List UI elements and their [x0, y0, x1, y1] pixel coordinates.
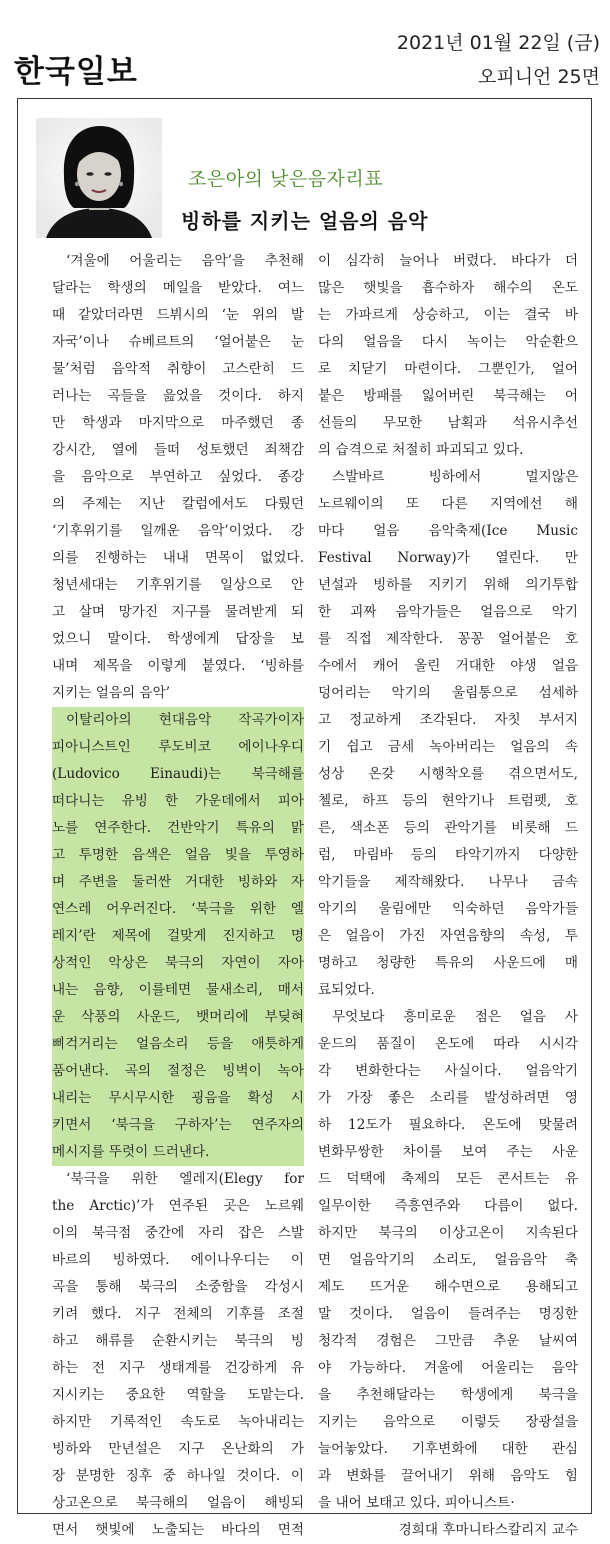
body-text-line: 고 정교하게 조각된다. 자칫 부서지	[318, 712, 578, 728]
body-text-line: 키려 했다. 지구 전체의 기후를 조절	[52, 1306, 304, 1322]
headline: 빙하를 지키는 얼음의 음악	[181, 209, 429, 233]
body-text-line: 장 분명한 징후 중 하나일 것이다. 이	[52, 1468, 304, 1484]
body-text-line: (Ludovico Einaudi)는 북극해를	[52, 761, 304, 788]
body-text-line: 의 주제는 지난 칼럼에서도 다뤘던	[52, 496, 304, 512]
newspaper-logo: 한국일보	[14, 54, 138, 90]
body-text-line: 른, 색소폰 등의 관악기를 비롯해 드	[318, 820, 578, 836]
body-text-line: 고 투명한 음색은 얼음 빛을 투영하	[52, 842, 304, 869]
body-text-line: 각 변화한다는 사실이다. 얼음악기	[318, 1063, 578, 1079]
body-text-line: 많은 햇빛을 흡수하자 해수의 온도	[318, 280, 578, 296]
body-text-line: 수에서 캐어 올린 거대한 야생 얼음	[318, 658, 578, 674]
body-text-line: ‘기후위기를 일깨운 음악’이었다. 강	[52, 523, 304, 539]
body-text-line: 자국’이나 슈베르트의 ‘얼어붙은 눈	[52, 334, 304, 350]
body-text-line: 메시지를 뚜렷이 드러낸다.	[52, 1139, 304, 1166]
body-text-line: 스발바르 빙하에서 멀지않은	[332, 469, 578, 485]
body-text-line: 지키는 얼음의 음악’	[52, 685, 171, 701]
body-text-line: 제도 뜨거운 해수면으로 용해되고	[318, 1279, 578, 1295]
body-text-line: 의 습격으로 처절히 파괴되고 있다.	[318, 442, 524, 458]
body-text-line: 로 치닫기 마련이다. 그뿐인가, 얼어	[318, 361, 578, 377]
body-text-line: 달라는 학생의 메일을 받았다. 여느	[52, 280, 304, 296]
body-text-line: 운 삭풍의 사운드, 뱃머리에 부딪혀	[52, 1004, 304, 1031]
body-text-line: 변화무쌍한 차이를 보여 주는 사운	[318, 1144, 578, 1160]
body-text-line: 었으니 말이다. 학생에게 답장을 보	[52, 631, 304, 647]
body-text-line: 상적인 악상은 북극의 자연이 자아	[52, 950, 304, 977]
issue-date: 2021년 01월 22일 (금)	[396, 32, 600, 54]
body-text-line: 하지만 북극의 이상고온이 지속된다	[318, 1225, 578, 1241]
body-text-line: ‘겨울에 어울리는 음악’을 추천해	[66, 253, 304, 269]
body-text-line: 면 얼음악기의 소리도, 얼음음악 축	[318, 1252, 578, 1268]
body-text-line: 이 심각히 늘어나 버렸다. 바다가 더	[318, 253, 578, 269]
body-text-line: 일무이한 즉흥연주와 다름이 없다.	[318, 1198, 578, 1214]
body-text-line: 을 내어 보태고 있다. 피아니스트·	[318, 1495, 515, 1511]
body-text-line: 운드의 품질이 온도에 따라 시시각	[318, 1036, 578, 1052]
body-text-line: 바르의 빙하였다. 에이나우디는 이	[52, 1252, 304, 1268]
body-text-line: 을 음악으로 부연하고 싶었다. 종강	[52, 469, 304, 485]
body-text-line: 야 가능하다. 겨울에 어울리는 음악	[318, 1360, 578, 1376]
body-text-line: 곡을 통해 북극의 소중함을 각성시	[52, 1279, 304, 1295]
body-text-line: 때 같았더라면 드뷔시의 ‘눈 위의 발	[52, 307, 304, 323]
body-column-right	[318, 248, 578, 1544]
body-text-line: 키면서 ‘북극을 구하자’는 연주자의	[52, 1112, 304, 1139]
section-page: 오피니언 25면	[478, 66, 600, 88]
body-text-line: 는 가파르게 상승하고, 이는 결국 바	[318, 307, 578, 323]
body-text-line: 무엇보다 흥미로운 점은 얼음 사	[332, 1009, 578, 1025]
body-text-line: 과 변화를 끌어내기 위해 음악도 힘	[318, 1468, 578, 1484]
column-series-name: 조은아의 낮은음자리표	[188, 168, 384, 190]
body-text-line: 마다 얼음 음악축제(Ice Music	[318, 523, 578, 539]
body-text-line: 붙은 방패를 잃어버린 북극해는 어	[318, 388, 578, 404]
body-text-line: 료되었다.	[318, 982, 375, 998]
body-text-line: 명하고 청량한 특유의 사운드에 매	[318, 955, 578, 971]
body-text-line: 은 얼음이 가진 자연음향의 속성, 투	[318, 928, 578, 944]
body-text-line: 한 괴짜 음악가들은 얼음으로 악기	[318, 604, 578, 620]
body-text-line: 하지만 기록적인 속도로 녹아내리는	[52, 1414, 304, 1430]
body-text-line: 떠다니는 유빙 한 가운데에서 피아	[52, 788, 304, 815]
body-text-line: 내는 음향, 이를테면 물새소리, 매서	[52, 977, 304, 1004]
body-text-line: 강시간, 열에 들떠 성토했던 죄책감	[52, 442, 304, 458]
body-text-line: 청년세대는 기후위기를 일상으로 안	[52, 577, 304, 593]
body-text-line: 피아니스트인 루도비코 에이나우디	[52, 734, 304, 761]
body-text-line: the Arctic)’가 연주된 곳은 노르웨	[52, 1198, 304, 1214]
body-text-line: 내리는 무시무시한 굉음을 확성 시	[52, 1085, 304, 1112]
body-text-line: 늘어놓았다. 기후변화에 대한 관심	[318, 1441, 578, 1457]
body-text-line: 악기들을 제작해왔다. 나무나 금속	[318, 874, 578, 890]
body-text-line: 품어낸다. 곡의 절정은 빙벽이 녹아	[52, 1058, 304, 1085]
body-text-line: 첼로, 하프 등의 현악기나 트럼펫, 호	[318, 793, 578, 809]
body-text-line: 면서 햇빛에 노출되는 바다의 면적	[52, 1522, 304, 1538]
body-text-line: ‘북극을 위한 엘레지(Elegy for	[66, 1171, 304, 1187]
body-text-line: 삐걱거리는 얼음소리 등을 애틋하게	[52, 1031, 304, 1058]
masthead	[0, 0, 610, 96]
body-text-line: 럼, 마림바 등의 타악기까지 다양한	[318, 847, 578, 863]
body-text-line: 악기의 울림에만 익숙하던 음악가들	[318, 901, 578, 917]
body-text-line: 가 가장 좋은 소리를 발성하려면 영	[318, 1090, 578, 1106]
body-text-line: 다의 얼음을 다시 녹이는 악순환으	[318, 334, 578, 350]
body-text-line: 말 것이다. 얼음이 들려주는 명징한	[318, 1306, 578, 1322]
body-text-line: 드 덕택에 축제의 모든 콘서트는 유	[318, 1171, 578, 1187]
body-text-line: 을 추천해달라는 학생에게 북극을	[318, 1387, 578, 1403]
body-text-line: 빙하와 만년설은 지구 온난화의 가	[52, 1441, 304, 1457]
body-text-line: 내며 제목을 이렇게 붙였다. ‘빙하를	[52, 658, 304, 674]
body-text-line: 며 주변을 둘러싼 거대한 빙하와 자	[52, 869, 304, 896]
body-text-line: 노르웨이의 또 다른 지역에선 해	[318, 496, 578, 512]
body-text-line: 만 학생과 마지막으로 마주했던 종	[52, 415, 304, 431]
body-text-line: 이의 북극점 중간에 자리 잡은 스발	[52, 1225, 304, 1241]
body-text-line: 청각적 경험은 그만큼 추운 날씨여	[318, 1333, 578, 1349]
body-text-line: 지시키는 중요한 역할을 도맡는다.	[52, 1387, 304, 1403]
body-text-line: 하는 전 지구 생태계를 건강하게 유	[52, 1360, 304, 1376]
body-text-line: 성상 온갖 시행착오를 겪으면서도,	[318, 766, 578, 782]
author-byline: 경희대 후마니타스칼리지 교수	[398, 1522, 578, 1538]
body-text-line: 기 쉽고 금세 녹아버리는 얼음의 속	[318, 739, 578, 755]
body-text-line: 지키는 음악으로 이렇듯 장광설을	[318, 1414, 578, 1430]
body-text-line: 레지’란 제목에 걸맞게 진지하고 명	[52, 923, 304, 950]
body-column-left	[52, 248, 304, 1544]
author-portrait	[36, 118, 162, 238]
body-text-line: 년설과 빙하를 지키기 위해 의기투합	[318, 577, 578, 593]
body-text-line: 선들의 무모한 남획과 석유시추선	[318, 415, 578, 431]
body-text-line: Festival Norway)가 열린다. 만	[318, 550, 578, 566]
body-text-line: 연스레 어우러진다. ‘북극을 위한 엘	[52, 896, 304, 923]
body-text-line: 의를 진행하는 내내 면목이 없었다.	[52, 550, 304, 566]
body-text-line: 이탈리아의 현대음악 작곡가이자	[52, 707, 304, 734]
body-text-line: 하 12도가 필요하다. 온도에 맞물려	[318, 1117, 578, 1133]
body-text-line: 하고 해류를 순환시키는 북극의 빙	[52, 1333, 304, 1349]
body-text-line: 덩어리는 악기의 울림통으로 섬세하	[318, 685, 578, 701]
body-text-line: 러나는 곡들을 읊었을 것이다. 하지	[52, 388, 304, 404]
body-text-line: 고 살며 망가진 지구를 물려받게 되	[52, 604, 304, 620]
body-text-line: 노를 연주한다. 건반악기 특유의 맑	[52, 815, 304, 842]
body-text-line: 상고온으로 북극해의 얼음이 해빙되	[52, 1495, 304, 1511]
body-text-line: 를 직접 제작한다. 꽁꽁 얼어붙은 호	[318, 631, 578, 647]
body-text-line: 물’처럼 음악적 취향이 고스란히 드	[52, 361, 304, 377]
